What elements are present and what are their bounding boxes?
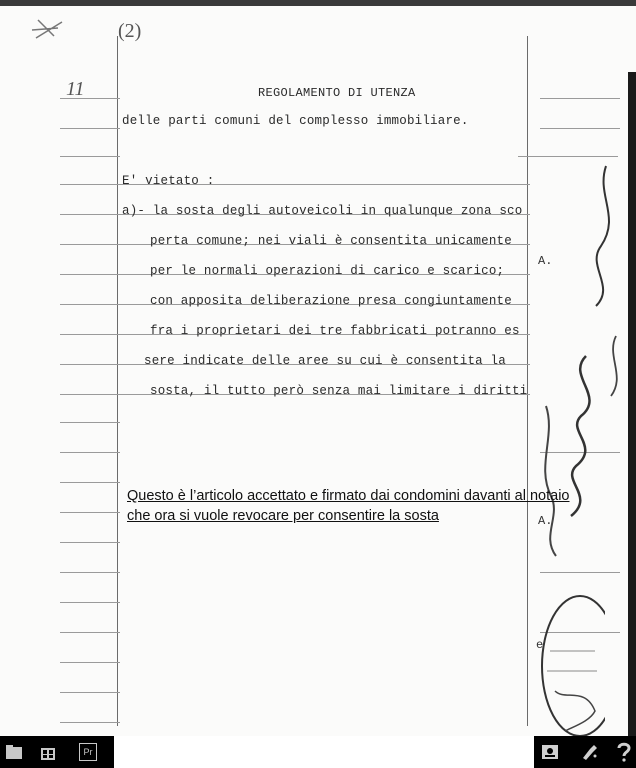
notary-seal [535,591,605,736]
stray-letter: A. [538,514,553,528]
photos-icon[interactable] [540,742,560,762]
document-line: per le normali operazioni di carico e scarico; [150,264,505,278]
taskbar-left [0,736,114,768]
ledger-rule [60,722,120,723]
document-line: perta comune; nei viali è consentita unicamente [150,234,512,248]
scanned-document [0,6,636,736]
stray-letter: e [536,638,544,652]
ledger-rule [60,156,120,157]
windows-store-icon[interactable] [38,742,58,762]
ledger-rule [60,482,120,483]
ledger-rule [60,602,120,603]
ledger-rule [60,662,120,663]
ledger-rule [540,98,620,99]
section-heading: E' vietato : [122,174,215,188]
document-line: fra i proprietari dei tre fabbricati potranno es [150,324,520,338]
window-right-edge [628,72,636,736]
page-number-mark: (2) [118,20,142,42]
premiere-pro-icon[interactable] [78,742,98,762]
taskbar-right [534,736,636,768]
document-line: con apposita deliberazione presa congiuntamente [150,294,512,308]
ledger-rule [60,542,120,543]
pen-icon[interactable] [580,742,600,762]
ledger-rule [60,692,120,693]
margin-line-left [117,36,118,726]
annotation-note [127,486,607,526]
ledger-rule [60,452,120,453]
ledger-rule [60,512,120,513]
annotation-line: che ora si vuole revocare per consentire la sosta [127,508,439,524]
ledger-rule [60,572,120,573]
premiere-pro-label: Pr [79,743,97,761]
file-explorer-icon[interactable] [4,742,24,762]
ledger-rule [60,128,120,129]
ledger-rule [60,632,120,633]
stray-letter: A. [538,254,553,268]
document-line: sere indicate delle aree su cui è consentita la [144,354,506,368]
document-title: REGOLAMENTO DI UTENZA [258,86,416,100]
ledger-rule [540,128,620,129]
help-icon[interactable] [614,742,634,762]
margin-mark: 11 [66,78,85,100]
document-line: sosta, il tutto però senza mai limitare i diritti [150,384,528,398]
document-line: a)- la sosta degli autoveicoli in qualunque zona sco [122,204,523,218]
annotation-line: Questo è l’articolo accettato e firmato dai condomini davanti al notaio [127,488,570,504]
document-subtitle: delle parti comuni del complesso immobiliare. [122,114,469,128]
ledger-rule [60,422,120,423]
scribble-mark [28,12,68,46]
